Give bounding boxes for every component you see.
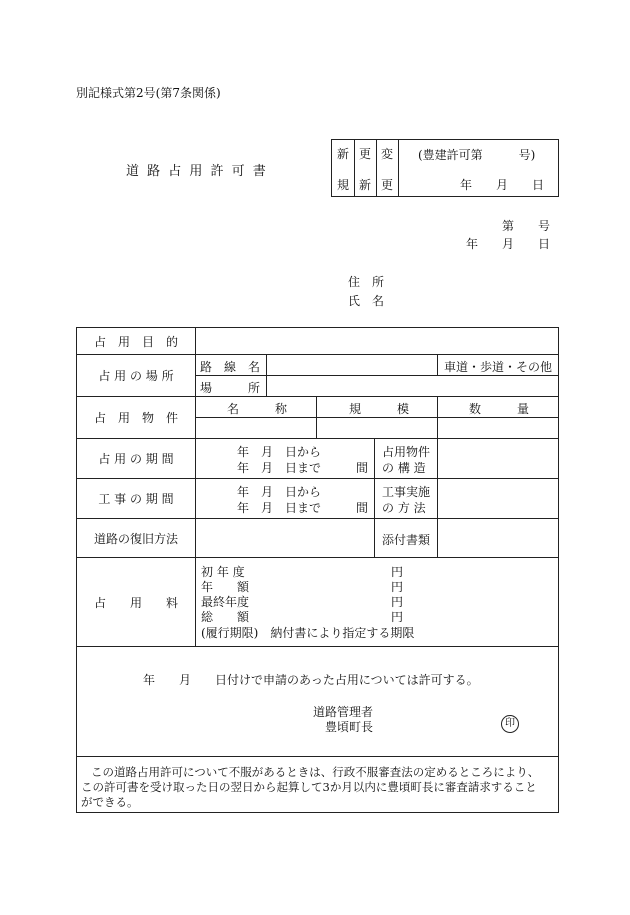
issue-date: 年 月 日 bbox=[466, 237, 551, 251]
change-box-top-3: 変 bbox=[381, 147, 394, 161]
work-method-label-2: の 方 法 bbox=[382, 501, 426, 515]
change-date: 年 月 日 bbox=[460, 178, 545, 192]
col-quantity: 数 量 bbox=[469, 402, 530, 416]
period-days: 間 bbox=[356, 461, 369, 475]
work-period-label: 工 事 の 期 間 bbox=[77, 479, 196, 518]
seal-icon bbox=[501, 715, 519, 733]
restore-row bbox=[77, 518, 558, 557]
admin-name: 豊頃町長 bbox=[325, 720, 374, 734]
notice-row bbox=[77, 756, 558, 812]
fee-yen-2: 円 bbox=[391, 580, 404, 594]
permit-table bbox=[76, 327, 559, 813]
change-box-top-2: 更 bbox=[359, 147, 372, 161]
work-from: 年 月 日から bbox=[237, 485, 322, 499]
location-row bbox=[77, 354, 558, 396]
approval-row bbox=[77, 646, 558, 756]
location-label: 占 用 の 場 所 bbox=[77, 355, 196, 396]
notice-line-2: この許可書を受け取った日の翌日から起算して3か月以内に豊頃町長に審査請求すること bbox=[81, 780, 537, 794]
fee-yen-3: 円 bbox=[391, 595, 404, 609]
col-name: 名 称 bbox=[227, 402, 288, 416]
period-label: 占 用 の 期 間 bbox=[77, 439, 196, 478]
form-title: 道 路 占 用 許 可 書 bbox=[126, 164, 268, 179]
notice-line-3: ができる。 bbox=[81, 795, 139, 809]
structure-label-2: の 構 造 bbox=[382, 461, 426, 475]
change-box-bottom-2: 新 bbox=[359, 178, 372, 192]
place-label: 場 所 bbox=[200, 381, 261, 395]
fee-yen-4: 円 bbox=[391, 610, 404, 624]
restore-label: 道路の復旧方法 bbox=[77, 519, 196, 557]
change-box-top-1: 新 bbox=[337, 147, 350, 161]
period-from: 年 月 日から bbox=[237, 445, 322, 459]
permit-reference: (豊建許可第 号) bbox=[418, 148, 536, 162]
notice-line-1: この道路占用許可について不服があるときは、行政不服審査法の定めるところにより、 bbox=[91, 765, 540, 779]
work-period-row bbox=[77, 478, 558, 518]
form-number-note: 別記様式第2号(第7条関係) bbox=[76, 86, 221, 100]
purpose-label: 占 用 目 的 bbox=[77, 328, 196, 354]
seal-text: 印 bbox=[505, 718, 515, 729]
route-name-label: 路 線 名 bbox=[200, 360, 261, 374]
work-method-label-1: 工事実施 bbox=[382, 485, 431, 499]
objects-row bbox=[77, 396, 558, 438]
change-box-bottom-3: 更 bbox=[381, 178, 394, 192]
attach-label: 添付書類 bbox=[382, 533, 431, 547]
fee-final-year: 最終年度 bbox=[201, 595, 250, 609]
road-type: 車道・歩道・その他 bbox=[444, 360, 553, 374]
fee-label: 占 用 料 bbox=[77, 558, 196, 646]
change-box bbox=[331, 139, 559, 197]
fee-deadline: (履行期限) 納付書により指定する期限 bbox=[201, 626, 415, 640]
fee-row bbox=[77, 557, 558, 646]
fee-annual: 年 額 bbox=[201, 580, 250, 594]
structure-label-1: 占用物件 bbox=[382, 445, 431, 459]
purpose-row bbox=[77, 328, 558, 354]
admin-title: 道路管理者 bbox=[313, 705, 374, 719]
approval-text: 年 月 日付けで申請のあった占用については許可する。 bbox=[143, 673, 479, 687]
fee-yen-1: 円 bbox=[391, 565, 404, 579]
period-row bbox=[77, 438, 558, 478]
period-to: 年 月 日まで bbox=[237, 461, 322, 475]
name-label: 氏 名 bbox=[348, 294, 385, 308]
issue-number: 第 号 bbox=[502, 219, 551, 233]
fee-first-year: 初 年 度 bbox=[201, 565, 245, 579]
address-label: 住 所 bbox=[348, 275, 385, 289]
work-to: 年 月 日まで bbox=[237, 501, 322, 515]
objects-label: 占 用 物 件 bbox=[77, 397, 196, 438]
col-scale: 規 模 bbox=[349, 402, 410, 416]
fee-total: 総 額 bbox=[201, 610, 250, 624]
work-days: 間 bbox=[356, 501, 369, 515]
change-box-bottom-1: 規 bbox=[337, 178, 350, 192]
